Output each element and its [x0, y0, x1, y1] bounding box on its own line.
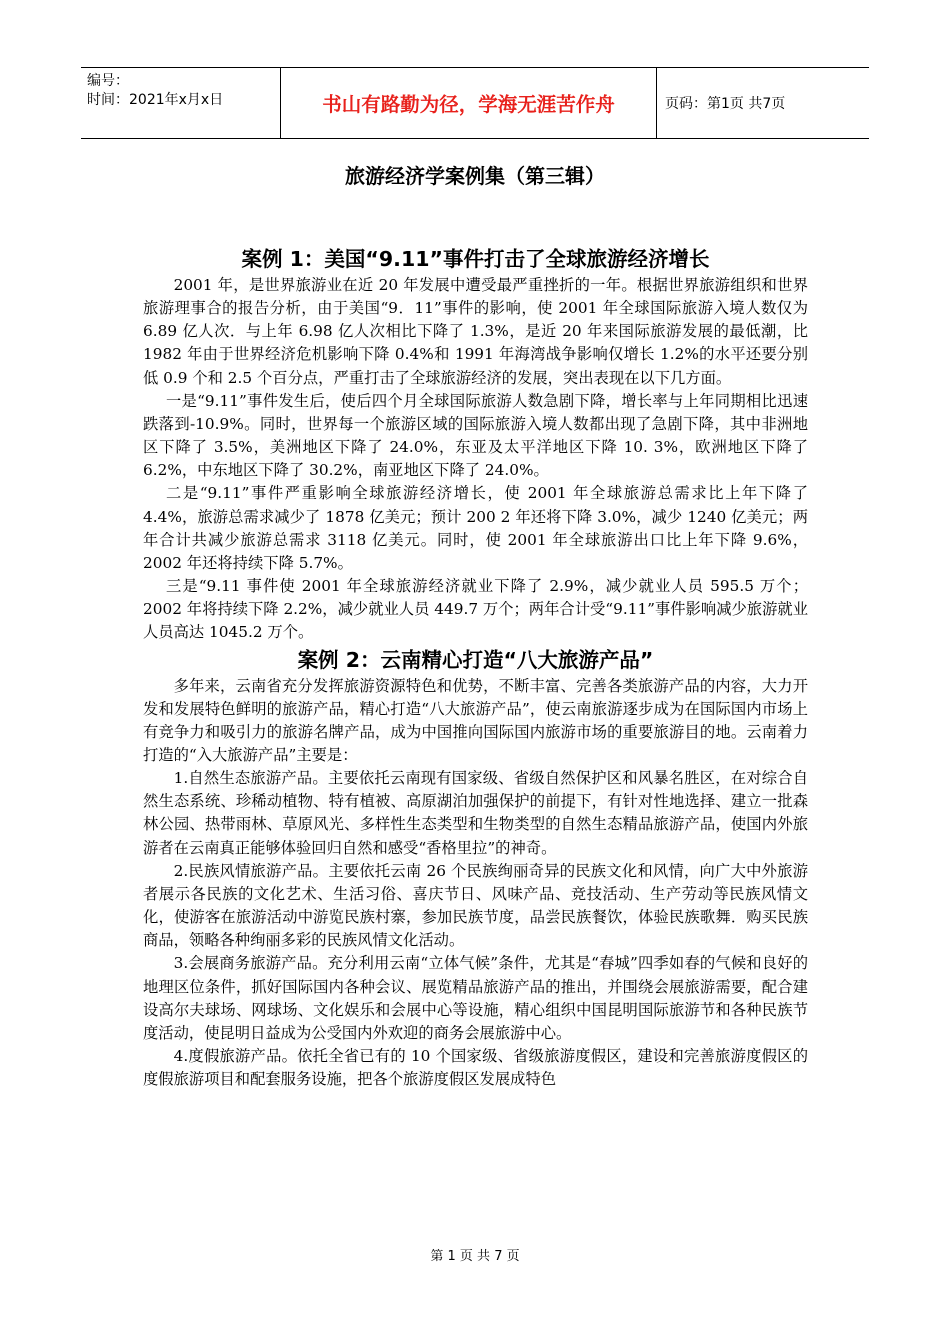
- case-2-paragraph: 4.度假旅游产品。依托全省已有的 10 个国家级、省级旅游度假区，建设和完善旅游度假区的度假旅游项目和配套服务设施，把各个旅游度假区发展成特色: [143, 1047, 808, 1089]
- case-2-title: 案例 2：云南精心打造“八大旅游产品”: [297, 647, 654, 672]
- document-header: [81, 67, 869, 139]
- header-meta-cell: [81, 68, 281, 138]
- header-page-info: 页码：第1页 共7页: [665, 96, 786, 112]
- document-title: 旅游经济学案例集（第三辑）: [345, 164, 605, 188]
- case-1-paragraph: 三是“9.11 事件使 2001 年全球旅游经济就业下降了 2.9%，减少就业人员 595.5 万个；2002 年将持续下降 2.2%，减少就业人员 449.7 万个；两年合计受“9.11”事件影响减少旅游就业人员高达 1045.2 万个。: [143, 577, 808, 642]
- case-2-paragraph: 2.民族风情旅游产品。主要依托云南 26 个民族绚丽奇异的民族文化和风情，向广大中外旅游者展示各民族的文化艺术、生活习俗、喜庆节日、风味产品、竞技活动、生产劳动等民族风情文化，使游客在旅游活动中游览民族村寨，参加民族节度，品尝民族餐饮，体验民族歌舞．购买民族商品，领略各种绚丽多彩的民族风情文化活动。: [143, 861, 808, 950]
- case-1-paragraph: 一是“9.11”事件发生后，使后四个月全球国际旅游人数急剧下降，增长率与上年同期相比迅速跌落到-10.9%。同时，世界每一个旅游区域的国际旅游入境人数都出现了急剧下降，其中非洲地区下降了 3.5%，美洲地区下降了 24.0%，东亚及太平洋地区下降 10. 3%，欧洲地区下降了 6.2%，中东地区下降了 30.2%，南亚地区下降了 24.0%。: [143, 391, 808, 480]
- header-motto: 书山有路勤为径，学海无涯苦作舟: [281, 68, 657, 138]
- page-footer: 第 1 页 共 7 页: [430, 1249, 520, 1264]
- case-2-paragraph: 1.自然生态旅游产品。主要依托云南现有国家级、省级自然保护区和风暴名胜区，在对综合自然生态系统、珍稀动植物、特有植被、高原湖泊加强保护的前提下，有针对性地选择、建立一批森林公园、热带雨林、草原风光、多样性生态类型和生物类型的自然生态精品旅游产品，使国内外旅游者在云南真正能够体验回归自然和感受“香格里拉”的神奇。: [143, 769, 808, 857]
- document-body: [143, 244, 808, 1091]
- case-1-paragraph: 二是“9.11”事件严重影响全球旅游经济增长，使 2001 年全球旅游总需求比上年下降了 4.4%，旅游总需求减少了 1878 亿美元；预计 200 2 年还将下降 3.0%，减少 1240 亿美元；两年合计共减少旅游总需求 3118 亿美元。同时，使 2001 年全球旅游出口比上年下降 9.6%，2002 年还将持续下降 5.7%。: [143, 484, 808, 572]
- case-1-paragraph: 2001 年，是世界旅游业在近 20 年发展中遭受最严重挫折的一年。根据世界旅游组织和世界旅游理事合的报告分析，由于美国“9．11”事件的影响，使 2001 年全球国际旅游入境人数仅为 6.89 亿人次．与上年 6.98 亿人次相比下降了 1.3%，是近 20 年来国际旅游发展的最低潮，比 1982 年由于世界经济危机影响下降 0.4%和 1991 年海湾战争影响仅增长 1.2%的水平还要分别低 0.9 个和 2.5 个百分点，严重打击了全球旅游经济的发展，突出表现在以下几方面。: [143, 276, 808, 387]
- case-1-title: 案例 1：美国“9.11”事件打击了全球旅游经济增长: [241, 247, 710, 271]
- document-number-label: 编号：: [87, 73, 129, 89]
- document-date-label: 时间：2021年x月x日: [87, 92, 224, 108]
- case-2-paragraph: 3.会展商务旅游产品。充分利用云南“立体气候”条件，尤其是“春城”四季如春的气候和良好的地理区位条件，抓好国际国内各种会议、展览精品旅游产品的推出，并围绕会展旅游需要，配合建设高尔夫球场、网球场、文化娱乐和会展中心等设施，精心组织中国昆明国际旅游节和各种民族节度活动，使昆明日益成为公受国内外欢迎的商务会展旅游中心。: [143, 954, 808, 1042]
- case-2-paragraph: 多年来，云南省充分发挥旅游资源特色和优势，不断丰富、完善各类旅游产品的内容，大力开发和发展特色鲜明的旅游产品，精心打造“八大旅游产品”，使云南旅游逐步成为在国际国内市场上有竞争力和吸引力的旅游名牌产品，成为中国推向国际国内旅游市场的重要旅游目的地。云南着力打造的“入大旅游产品”主要是：: [143, 676, 808, 764]
